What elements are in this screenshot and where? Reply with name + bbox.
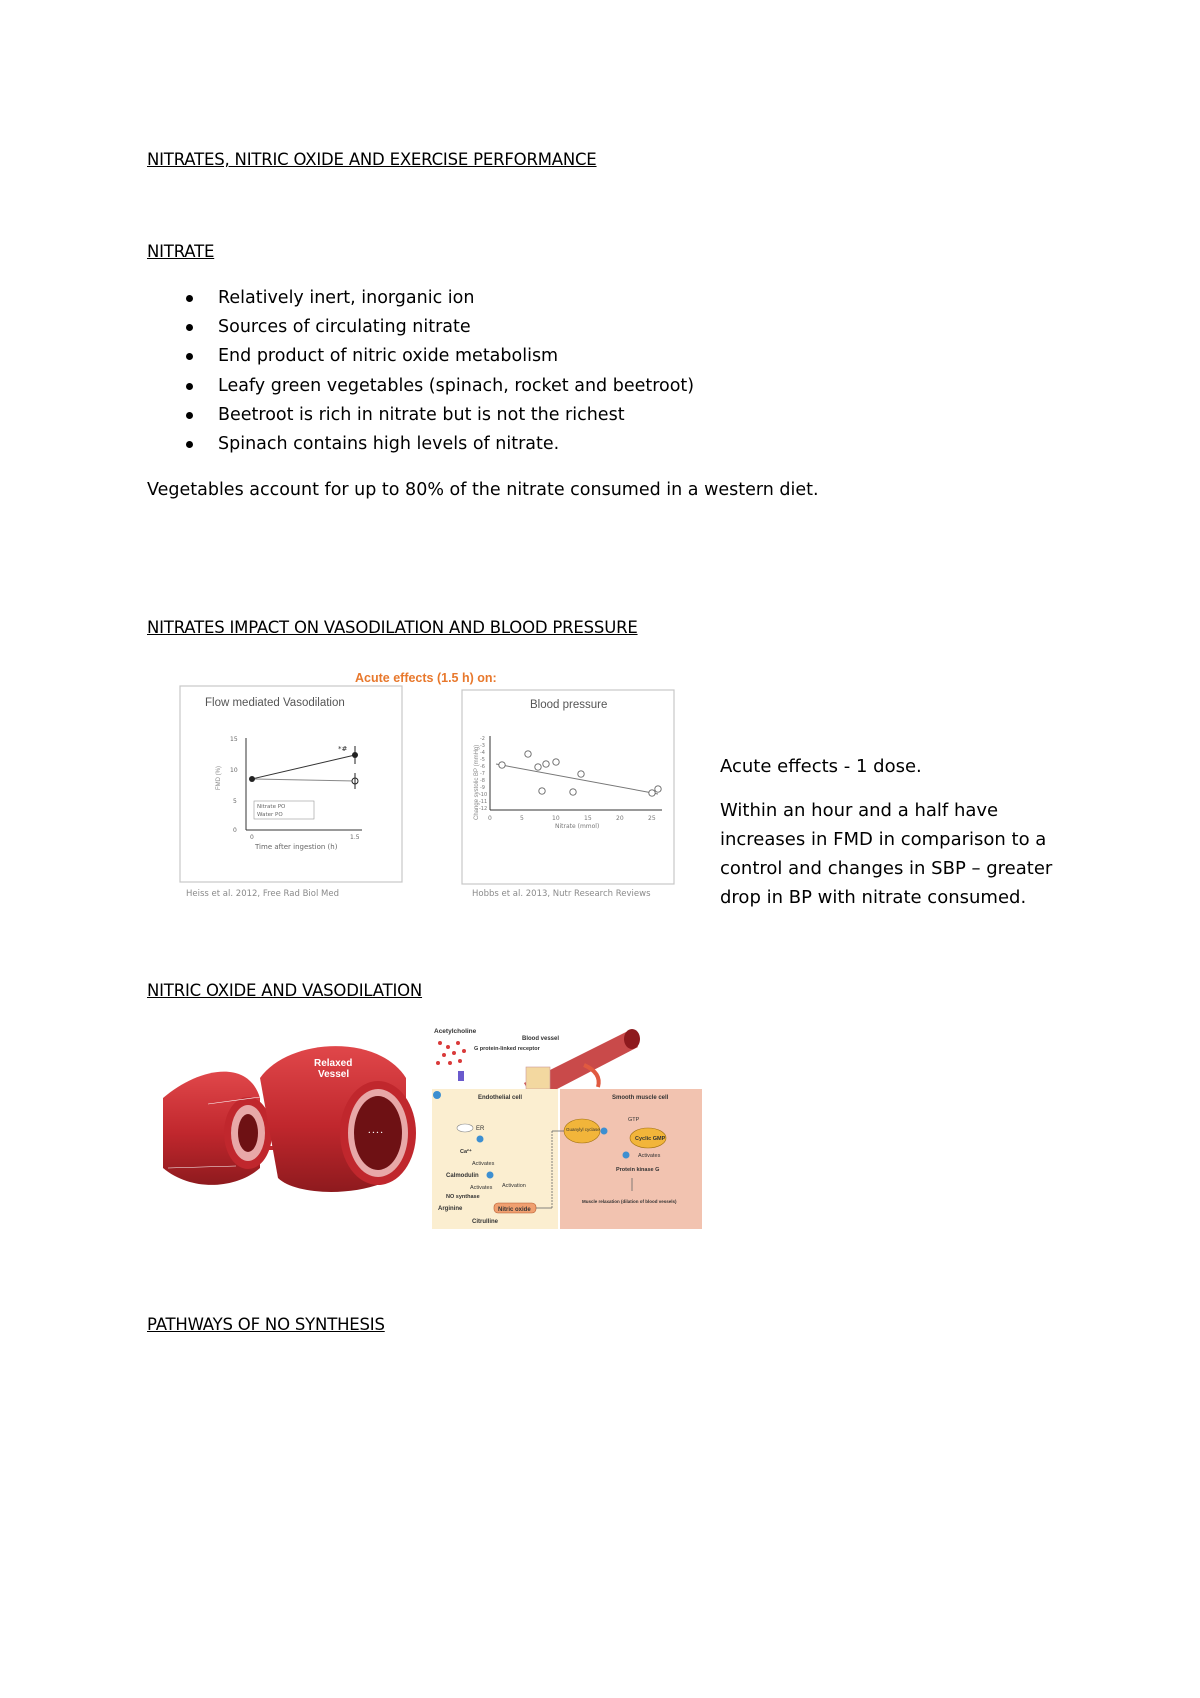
calcium-label: Ca²⁺ <box>460 1149 472 1155</box>
section-heading-vasodilation-bp: NITRATES IMPACT ON VASODILATION AND BLOOD PRESSURE <box>147 618 638 637</box>
bp-y-tick: -4 <box>480 750 485 756</box>
blood-vessel-end <box>624 1029 640 1049</box>
bullet-item: Sources of circulating nitrate <box>147 313 694 342</box>
bp-y-tick: -6 <box>480 764 485 770</box>
bp-y-tick: -11 <box>479 799 488 805</box>
smooth-muscle-region <box>560 1089 702 1229</box>
fmd-legend-water: Water PO <box>257 812 283 818</box>
step-2-icon <box>477 1136 484 1143</box>
bp-y-tick: -8 <box>480 778 485 784</box>
acetylcholine-molecules <box>436 1041 466 1065</box>
relaxed-vessel-label-2: Vessel <box>318 1069 350 1080</box>
step-3-icon <box>487 1172 494 1179</box>
activation-label: Activation <box>502 1183 526 1189</box>
pkg-label: Protein kinase G <box>616 1167 660 1173</box>
bp-y-label: Change systolic BP (mmHg) <box>474 744 480 820</box>
step-5-icon <box>623 1152 630 1159</box>
fmd-panel-frame <box>180 686 402 882</box>
fmd-legend-nitrate: Nitrate PO <box>257 804 286 810</box>
bullet-item: Beetroot is rich in nitrate but is not the richest <box>147 401 694 430</box>
bp-x-tick: 5 <box>520 815 524 822</box>
bullet-item: Leafy green vegetables (spinach, rocket and beetroot) <box>147 372 694 401</box>
molecule-dot <box>458 1059 462 1063</box>
bullet-item: Relatively inert, inorganic ion <box>147 284 694 313</box>
bp-point <box>570 789 576 795</box>
acute-effects-text: Within an hour and a half have increases in FMD in comparison to a control and changes in SBP – greater drop in BP with nitrate consumed. <box>720 800 1053 908</box>
receptor-icon <box>458 1071 464 1081</box>
calmodulin-label: Calmodulin <box>446 1173 479 1179</box>
no-pathway-diagram <box>432 1023 702 1230</box>
bp-x-label: Nitrate (mmol) <box>555 823 600 830</box>
bp-point <box>535 764 541 770</box>
bp-y-tick: -7 <box>480 771 485 777</box>
molecule-dot <box>456 1041 460 1045</box>
vessel-lumen <box>238 1114 258 1152</box>
er-icon <box>457 1124 473 1132</box>
blood-vessel-label: Blood vessel <box>522 1036 560 1042</box>
molecule-dot <box>462 1049 466 1053</box>
bp-y-tick: -10 <box>479 792 488 798</box>
bullet-item: Spinach contains high levels of nitrate. <box>147 430 694 459</box>
molecule-dot <box>438 1041 442 1045</box>
bp-citation: Hobbs et al. 2013, Nutr Research Reviews <box>472 889 651 899</box>
fmd-panel-title: Flow mediated Vasodilation <box>205 697 345 709</box>
fmd-significance-mark: *# <box>338 745 348 753</box>
bp-point <box>553 759 559 765</box>
bp-x-tick: 10 <box>552 815 560 822</box>
bp-y-tick: -12 <box>479 806 488 812</box>
nitrate-bullet-list <box>147 284 694 459</box>
bp-point <box>578 771 584 777</box>
er-label: ER <box>476 1126 485 1132</box>
fmd-x-tick: 1.5 <box>350 834 360 841</box>
section-heading-no-synthesis: PATHWAYS OF NO SYNTHESIS <box>147 1315 385 1334</box>
fmd-y-tick: 5 <box>233 798 237 805</box>
arginine-label: Arginine <box>438 1206 463 1212</box>
bullet-item: End product of nitric oxide metabolism <box>147 342 694 371</box>
step-1-icon <box>433 1091 441 1099</box>
molecule-dot <box>442 1053 446 1057</box>
bp-y-tick: -3 <box>480 743 485 749</box>
smooth-muscle-label: Smooth muscle cell <box>612 1095 669 1101</box>
section-heading-no-vasodilation: NITRIC OXIDE AND VASODILATION <box>147 981 423 1000</box>
bp-x-tick: 25 <box>648 815 656 822</box>
activates-label-1: Activates <box>472 1161 495 1167</box>
guanylyl-label: Guanylyl cyclase <box>566 1127 600 1132</box>
step-4-icon <box>601 1128 608 1135</box>
receptor-label: G protein-linked receptor <box>474 1046 540 1052</box>
bp-point <box>543 761 549 767</box>
fmd-y-tick: 15 <box>230 736 238 743</box>
bp-point <box>649 790 655 796</box>
endothelial-label: Endothelial cell <box>478 1095 523 1101</box>
bp-y-tick: -5 <box>480 757 485 763</box>
bp-point <box>539 788 545 794</box>
lumen-label: • • • • <box>368 1131 383 1136</box>
fmd-y-tick: 10 <box>230 767 238 774</box>
no-synthase-label: NO synthase <box>446 1194 480 1200</box>
activates-label-2: Activates <box>470 1185 493 1191</box>
bp-x-tick: 0 <box>488 815 492 822</box>
figure-banner: Acute effects (1.5 h) on: <box>355 671 497 685</box>
bp-y-tick: -9 <box>480 785 485 791</box>
bp-y-tick: -2 <box>480 736 485 742</box>
vegetables-note: Vegetables account for up to 80% of the nitrate consumed in a western diet. <box>147 480 819 500</box>
fmd-x-label: Time after ingestion (h) <box>255 843 338 851</box>
molecule-dot <box>448 1061 452 1065</box>
acute-effects-figure <box>170 660 690 900</box>
molecule-dot <box>446 1045 450 1049</box>
fmd-citation: Heiss et al. 2012, Free Rad Biol Med <box>186 889 339 899</box>
bp-point <box>525 751 531 757</box>
acetylcholine-label: Acetylcholine <box>434 1028 477 1035</box>
bp-panel-title: Blood pressure <box>530 699 608 711</box>
molecule-dot <box>436 1061 440 1065</box>
fmd-point <box>249 776 255 782</box>
fmd-x-tick: 0 <box>250 834 254 841</box>
relaxed-vessel-svg <box>148 1018 423 1228</box>
relaxed-vessel-label: Relaxed <box>314 1058 353 1069</box>
cgmp-label: Cyclic GMP <box>635 1136 666 1142</box>
acute-effects-heading: Acute effects - 1 dose. <box>720 756 922 777</box>
molecule-dot <box>452 1051 456 1055</box>
vessel-cutout <box>526 1067 550 1089</box>
fmd-y-label: FMD (%) <box>216 766 222 790</box>
relaxed-vessel-figure <box>148 1018 423 1228</box>
bp-x-tick: 20 <box>616 815 624 822</box>
activates-label-3: Activates <box>638 1153 661 1159</box>
gtp-label: GTP <box>628 1117 640 1123</box>
section-heading-nitrate: NITRATE <box>147 242 215 261</box>
bp-point <box>499 762 505 768</box>
citrulline-label: Citrulline <box>472 1219 499 1225</box>
bp-point <box>655 786 661 792</box>
nitric-oxide-label: Nitric oxide <box>498 1207 531 1213</box>
fmd-y-tick: 0 <box>233 827 237 834</box>
no-pathway-svg <box>432 1023 702 1230</box>
bp-x-tick: 15 <box>584 815 592 822</box>
acute-effects-svg <box>170 660 690 900</box>
bp-panel-frame <box>462 690 674 884</box>
document-title: NITRATES, NITRIC OXIDE AND EXERCISE PERFORMANCE <box>147 150 597 169</box>
relaxation-label: Muscle relaxation (dilation of blood vessels) <box>582 1199 677 1204</box>
